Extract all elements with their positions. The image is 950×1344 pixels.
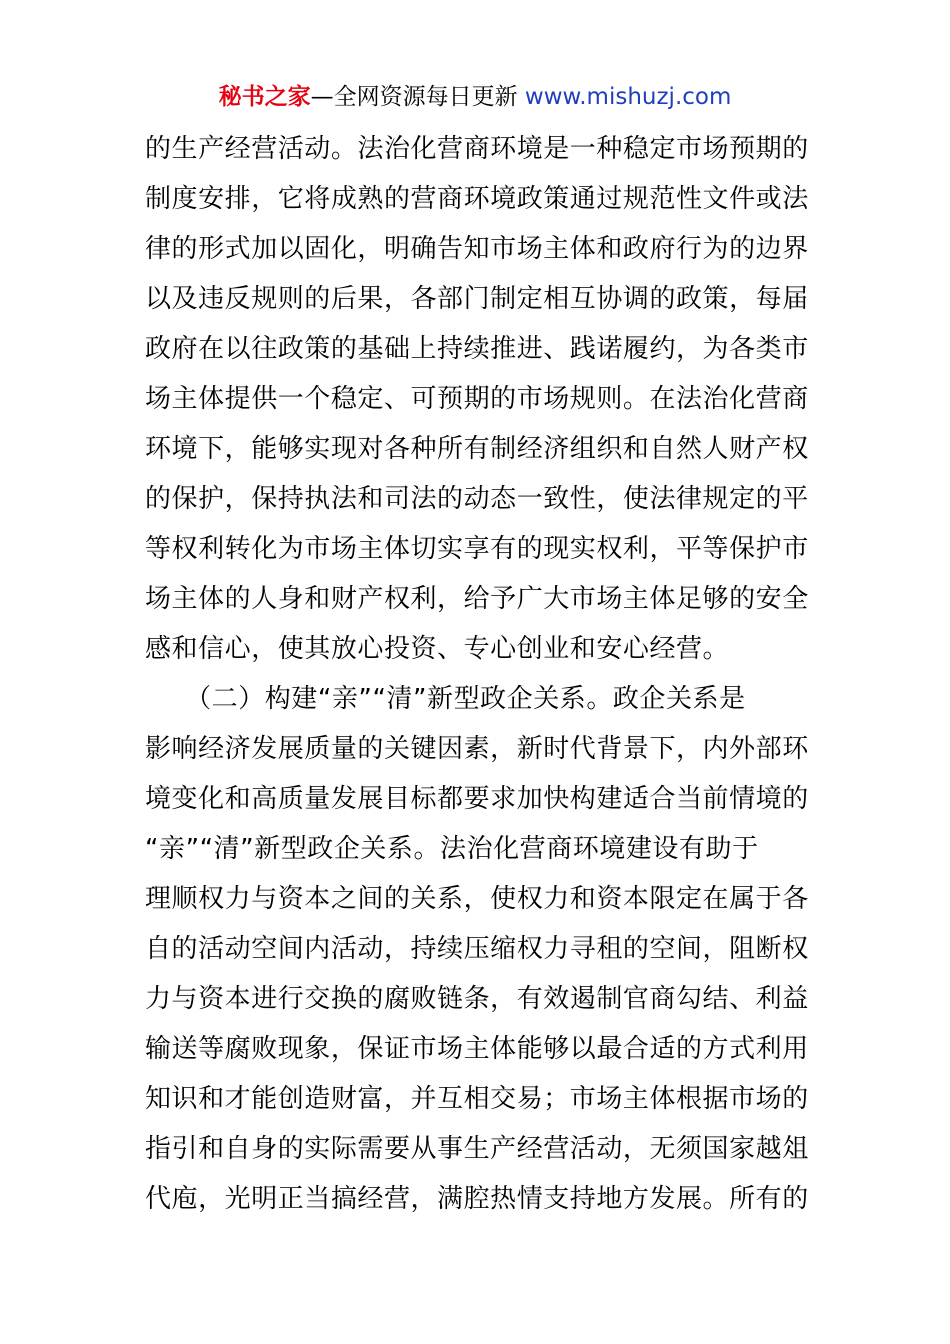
text-line: 律的形式加以固化，明确告知市场主体和政府行为的边界 — [145, 234, 809, 264]
text-line: 境变化和高质量发展目标都要求加快构建适合当前情境的 — [145, 784, 809, 814]
site-brand: 秘书之家 — [218, 84, 311, 110]
text-line: 输送等腐败现象，保证市场主体能够以最合适的方式利用 — [145, 1034, 809, 1064]
text-line: 制度安排，它将成熟的营商环境政策通过规范性文件或法 — [145, 184, 809, 214]
site-tagline: —全网资源每日更新 — [310, 84, 525, 110]
text-line: 环境下，能够实现对各种所有制经济组织和自然人财产权 — [145, 434, 809, 464]
text-line: 等权利转化为市场主体切实享有的现实权利，平等保护市 — [145, 534, 809, 564]
text-line: 指引和自身的实际需要从事生产经营活动，无须国家越俎 — [145, 1134, 809, 1164]
text-line: 的保护，保持执法和司法的动态一致性，使法律规定的平 — [145, 484, 809, 514]
section-heading-line: （二）构建“亲”“清”新型政企关系。政企关系是 — [145, 684, 746, 714]
text-line: 的生产经营活动。法治化营商环境是一种稳定市场预期的 — [145, 134, 809, 164]
text-line: 以及违反规则的后果，各部门制定相互协调的政策，每届 — [145, 284, 809, 314]
text-line: 力与资本进行交换的腐败链条，有效遏制官商勾结、利益 — [145, 984, 809, 1014]
text-line: 场主体的人身和财产权利，给予广大市场主体足够的安全 — [145, 584, 809, 614]
text-line: 知识和才能创造财富，并互相交易；市场主体根据市场的 — [145, 1084, 809, 1114]
text-line: 自的活动空间内活动，持续压缩权力寻租的空间，阻断权 — [145, 934, 809, 964]
document-body — [145, 124, 807, 1224]
text-line: 代庖，光明正当搞经营，满腔热情支持地方发展。所有的 — [145, 1184, 809, 1214]
page-header — [0, 80, 950, 114]
text-line: 政府在以往政策的基础上持续推进、践诺履约，为各类市 — [145, 334, 809, 364]
site-url-link[interactable]: www.mishuzj.com — [524, 84, 732, 110]
text-line: 影响经济发展质量的关键因素，新时代背景下，内外部环 — [145, 734, 809, 764]
text-line: 感和信心，使其放心投资、专心创业和安心经营。 — [145, 634, 730, 664]
text-line: 场主体提供一个稳定、可预期的市场规则。在法治化营商 — [145, 384, 809, 414]
text-line: “亲”“清”新型政企关系。法治化营商环境建设有助于 — [145, 834, 759, 864]
text-line: 理顺权力与资本之间的关系，使权力和资本限定在属于各 — [145, 884, 809, 914]
